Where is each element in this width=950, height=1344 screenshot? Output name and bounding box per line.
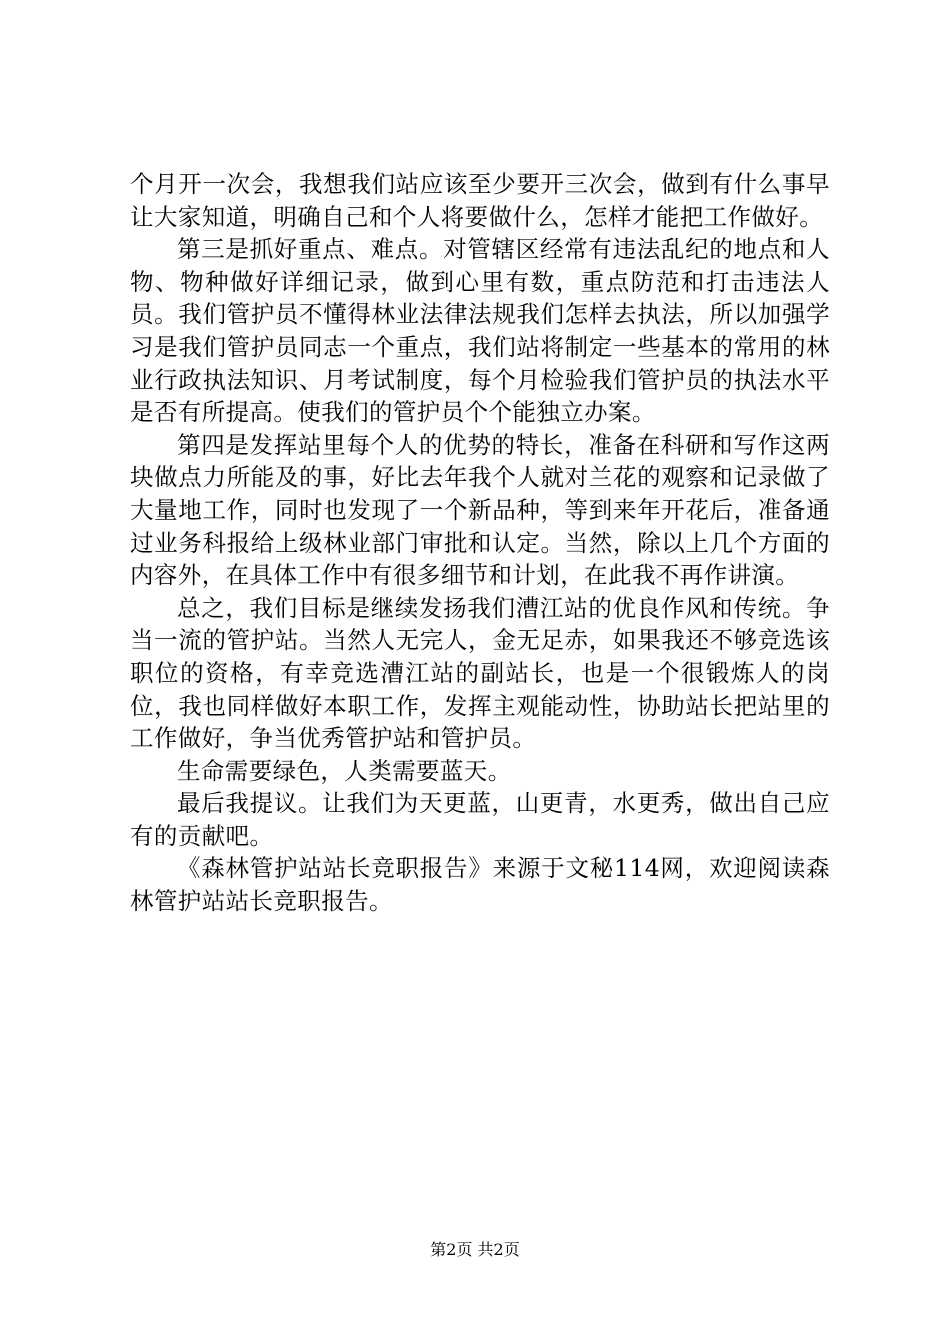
page-number-footer: 第2页 共2页 xyxy=(430,1240,520,1259)
paragraph-continuation: 个月开一次会，我想我们站应该至少要开三次会，做到有什么事早让大家知道，明确自己和个人将要做什么，怎样才能把工作做好。 xyxy=(130,170,830,231)
paragraph-source-note: 《森林管护站站长竞职报告》来源于文秘114网，欢迎阅读森林管护站站长竞职报告。 xyxy=(130,854,830,916)
paragraph-summary: 总之，我们目标是继续发扬我们漕江站的优良作风和传统。争当一流的管护站。当然人无完人，金无足赤，如果我还不够竞选该职位的资格，有幸竞选漕江站的副站长，也是一个很锻炼人的岗位，我也同样做好本职工作，发挥主观能动性，协助站长把站里的工作做好，争当优秀管护站和管护员。 xyxy=(130,593,830,753)
paragraph-slogan: 生命需要绿色，人类需要蓝天。 xyxy=(177,756,512,785)
paragraph-point-four: 第四是发挥站里每个人的优势的特长，准备在科研和写作这两块做点力所能及的事，好比去年我个人就对兰花的观察和记录做了大量地工作，同时也发现了一个新品种，等到来年开花后，准备通过业务科报给上级林业部门审批和认定。当然，除以上几个方面的内容外，在具体工作中有很多细节和计划，在此我不再作讲演。 xyxy=(130,430,830,590)
paragraph-closing: 最后我提议。让我们为天更蓝，山更青，水更秀，做出自己应有的贡献吧。 xyxy=(130,789,830,850)
paragraph-point-three: 第三是抓好重点、难点。对管辖区经常有违法乱纪的地点和人物、物种做好详细记录，做到心里有数，重点防范和打击违法人员。我们管护员不懂得林业法律法规我们怎样去执法，所以加强学习是我们管护员同志一个重点，我们站将制定一些基本的常用的林业行政执法知识、月考试制度，每个月检验我们管护员的执法水平是否有所提高。使我们的管护员个个能独立办案。 xyxy=(130,235,830,427)
document-body xyxy=(130,168,830,918)
